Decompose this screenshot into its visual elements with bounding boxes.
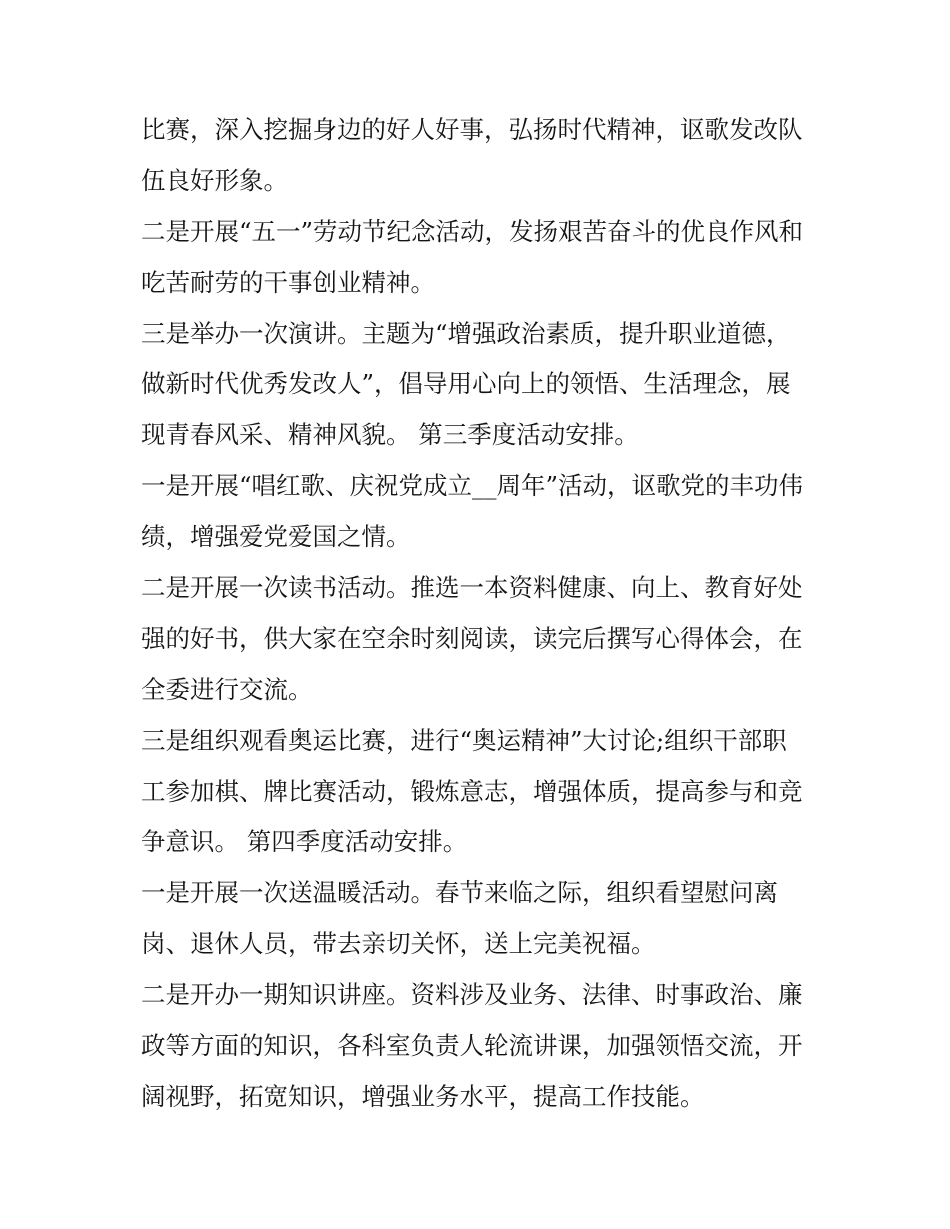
paragraph bbox=[141, 716, 821, 869]
text-line: 伍良好形象。 bbox=[141, 165, 288, 195]
document-body bbox=[141, 105, 821, 1123]
text-line: 二是开展“五一”劳动节纪念活动，发扬艰苦奋斗的优良作风和 bbox=[141, 216, 804, 246]
text-line: 三是组织观看奥运比赛，进行“奥运精神”大讨论;组织干部职 bbox=[141, 725, 787, 755]
text-line: 强的好书，供大家在空余时刻阅读，读完后撰写心得体会，在 bbox=[141, 623, 803, 653]
text-line: 绩，增强爱党爱国之情。 bbox=[141, 522, 411, 552]
paragraph bbox=[141, 970, 821, 1123]
text-line: 阔视野，拓宽知识，增强业务水平，提高工作技能。 bbox=[141, 1081, 705, 1111]
text-line: 工参加棋、牌比赛活动，锻炼意志，增强体质，提高参与和竞 bbox=[141, 776, 803, 806]
paragraph bbox=[141, 461, 821, 563]
text-line: 岗、退休人员，带去亲切关怀，送上完美祝福。 bbox=[141, 929, 656, 959]
text-line: 全委进行交流。 bbox=[141, 674, 313, 704]
text-line: 吃苦耐劳的干事创业精神。 bbox=[141, 267, 435, 297]
text-line: 一是开展“唱红歌、庆祝党成立__周年”活动，讴歌党的丰功伟 bbox=[141, 471, 804, 501]
paragraph bbox=[141, 309, 821, 462]
paragraph bbox=[141, 868, 821, 970]
text-line: 争意识。 第四季度活动安排。 bbox=[141, 827, 468, 857]
text-line: 现青春风采、精神风貌。 第三季度活动安排。 bbox=[141, 420, 639, 450]
text-line: 二是开展一次读书活动。推选一本资料健康、向上、教育好处 bbox=[141, 573, 803, 603]
paragraph bbox=[141, 563, 821, 716]
text-line: 比赛，深入挖掘身边的好人好事，弘扬时代精神，讴歌发改队 bbox=[141, 115, 803, 144]
text-line: 一是开展一次送温暖活动。春节来临之际，组织看望慰问离 bbox=[141, 878, 778, 908]
text-line: 三是举办一次演讲。主题为“增强政治素质，提升职业道德， bbox=[141, 318, 791, 348]
text-line: 二是开办一期知识讲座。资料涉及业务、法律、时事政治、廉 bbox=[141, 980, 803, 1010]
text-line: 做新时代优秀发改人”，倡导用心向上的领悟、生活理念，展 bbox=[141, 369, 791, 399]
paragraph bbox=[141, 105, 821, 207]
text-line: 政等方面的知识，各科室负责人轮流讲课，加强领悟交流，开 bbox=[141, 1031, 803, 1061]
paragraph bbox=[141, 207, 821, 309]
